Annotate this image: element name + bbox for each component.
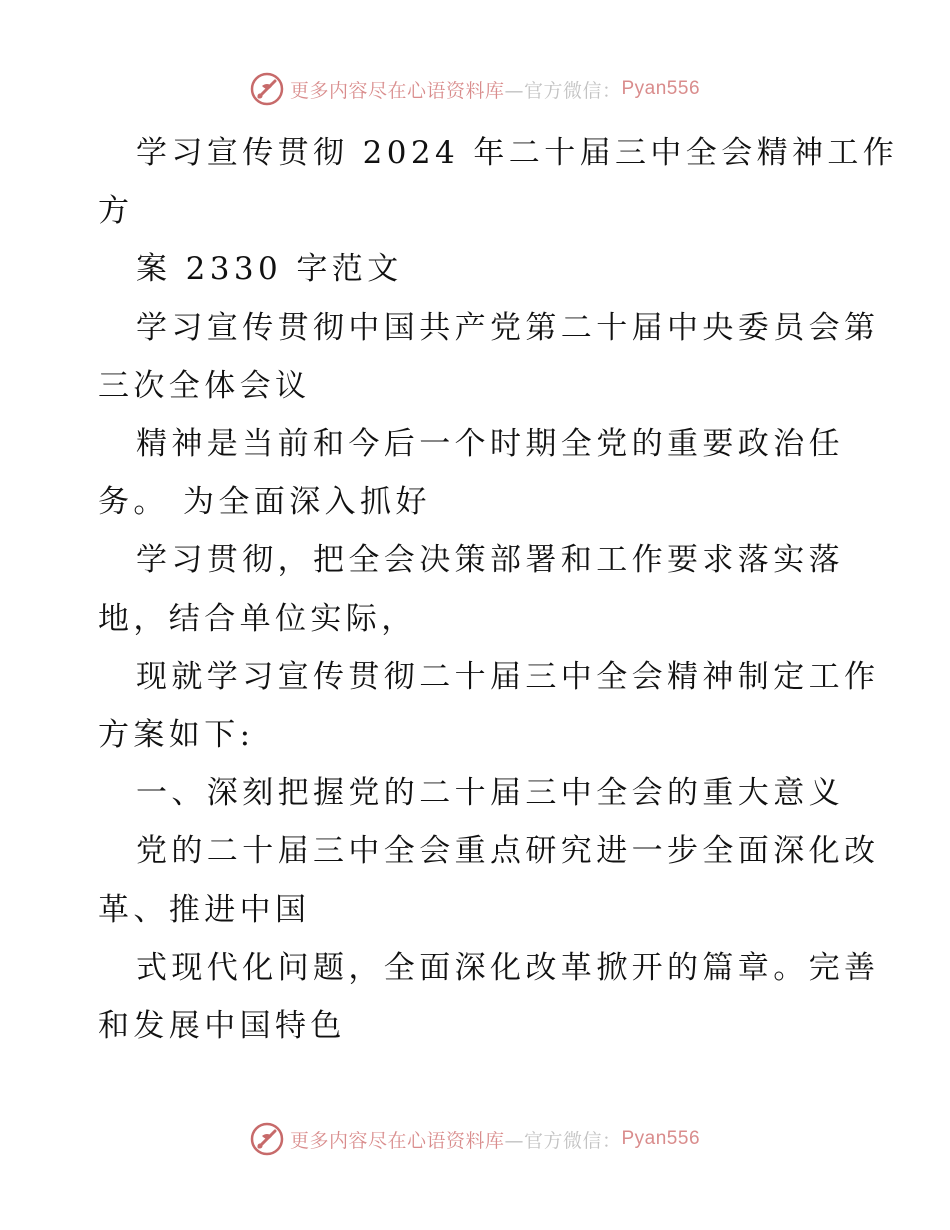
- text-line: 案 2330 字范文: [136, 251, 403, 288]
- text-line: 一、深刻把握党的二十届三中全会的重大意义: [136, 775, 844, 812]
- watermark-sub-text: —官方微信：: [504, 1129, 622, 1152]
- brush-seal-icon: [250, 1122, 284, 1156]
- text-line: 精神是当前和今后一个时期全党的重要政治任: [136, 426, 844, 463]
- text-line: 和发展中国特色: [98, 1007, 346, 1044]
- watermark-main-text: 更多内容尽在心语资料库: [289, 1129, 505, 1152]
- watermark-wechat-id: Pyan556: [621, 78, 701, 99]
- document-body: [98, 124, 899, 1055]
- text-line: 革、推进中国: [98, 891, 311, 928]
- watermark-sub-text: —官方微信：: [504, 79, 622, 102]
- text-line: 学习贯彻，把全会决策部署和工作要求落实落: [136, 542, 844, 579]
- text-line: 务。 为全面深入抓好: [98, 484, 431, 521]
- text-line: 三次全体会议: [98, 367, 311, 404]
- header-watermark: [0, 72, 950, 106]
- watermark-wechat-id: Pyan556: [621, 1128, 701, 1149]
- text-line: 方: [98, 193, 134, 230]
- text-line: 现就学习宣传贯彻二十届三中全会精神制定工作: [136, 658, 880, 695]
- text-line: 学习宣传贯彻中国共产党第二十届中央委员会第: [136, 309, 880, 346]
- text-line: 学习宣传贯彻 2024 年二十届三中全会精神工作: [136, 135, 899, 172]
- brush-seal-icon: [250, 72, 284, 106]
- footer-watermark: [0, 1122, 950, 1156]
- text-line: 地，结合单位实际，: [98, 600, 417, 637]
- text-line: 式现代化问题，全面深化改革掀开的篇章。完善: [136, 949, 880, 986]
- watermark-main-text: 更多内容尽在心语资料库: [289, 79, 505, 102]
- text-line: 党的二十届三中全会重点研究进一步全面深化改: [136, 833, 880, 870]
- text-line: 方案如下:: [98, 716, 255, 753]
